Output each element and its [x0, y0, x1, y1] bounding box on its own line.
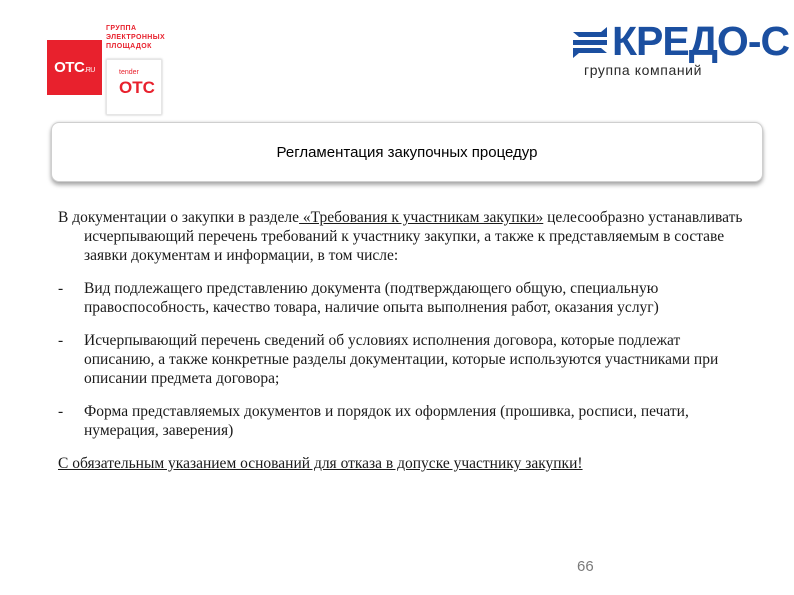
page-number: 66	[577, 558, 594, 575]
intro-paragraph	[58, 208, 748, 265]
closing-statement: С обязательным указанием оснований для отказа в допуске участнику закупки!	[58, 455, 583, 472]
list-item	[58, 331, 748, 388]
kredo-logo-subtitle: группа компаний	[584, 62, 703, 78]
bullet-marker: -	[58, 332, 64, 349]
bullet-marker: -	[58, 403, 64, 420]
otc-tender-logo	[106, 59, 162, 115]
kredo-logo-icon	[571, 24, 609, 62]
intro-section-name: «Требования к участникам закупки»	[299, 209, 544, 226]
list-item	[58, 279, 748, 317]
intro-text-rest: целесообразно устанавливать исчерпывающий перечень требований к участнику закупки, а также к представляемым в составе заявки документам и информации, в том числе:	[84, 209, 743, 264]
otc-group-line: ПЛОЩАДОК	[106, 43, 152, 50]
title-box	[51, 122, 763, 182]
otc-ru-logo: OTC.RU	[47, 40, 102, 95]
otc-tender-big-text: OTC	[119, 78, 155, 97]
list-item-text: Вид подлежащего представлению документа (подтверждающего общую, специальную правоспособность, качество товара, наличие опыта выполнения работ, оказания услуг)	[84, 280, 659, 316]
list-item	[58, 402, 748, 440]
content	[58, 208, 748, 473]
otc-tender-small-text: tender	[119, 69, 139, 76]
otc-group-line: ЭЛЕКТРОННЫХ	[106, 34, 166, 41]
otc-group-line: ГРУППА	[106, 25, 137, 32]
kredo-logo-name: КРЕДО-С	[612, 18, 790, 64]
list-item-text: Форма представляемых документов и порядок их оформления (прошивка, росписи, печати, нумерация, заверения)	[84, 403, 689, 439]
intro-text: В документации о закупки в разделе	[58, 209, 300, 226]
list-item-text: Исчерпывающий перечень сведений об условиях исполнения договора, которые подлежат описанию, а также конкретные разделы документации, которые используются участниками при описании предмета договора;	[84, 332, 719, 387]
page-title: Регламентация закупочных процедур	[276, 143, 538, 161]
bullet-marker: -	[58, 280, 64, 297]
otc-group-caption	[106, 24, 186, 51]
